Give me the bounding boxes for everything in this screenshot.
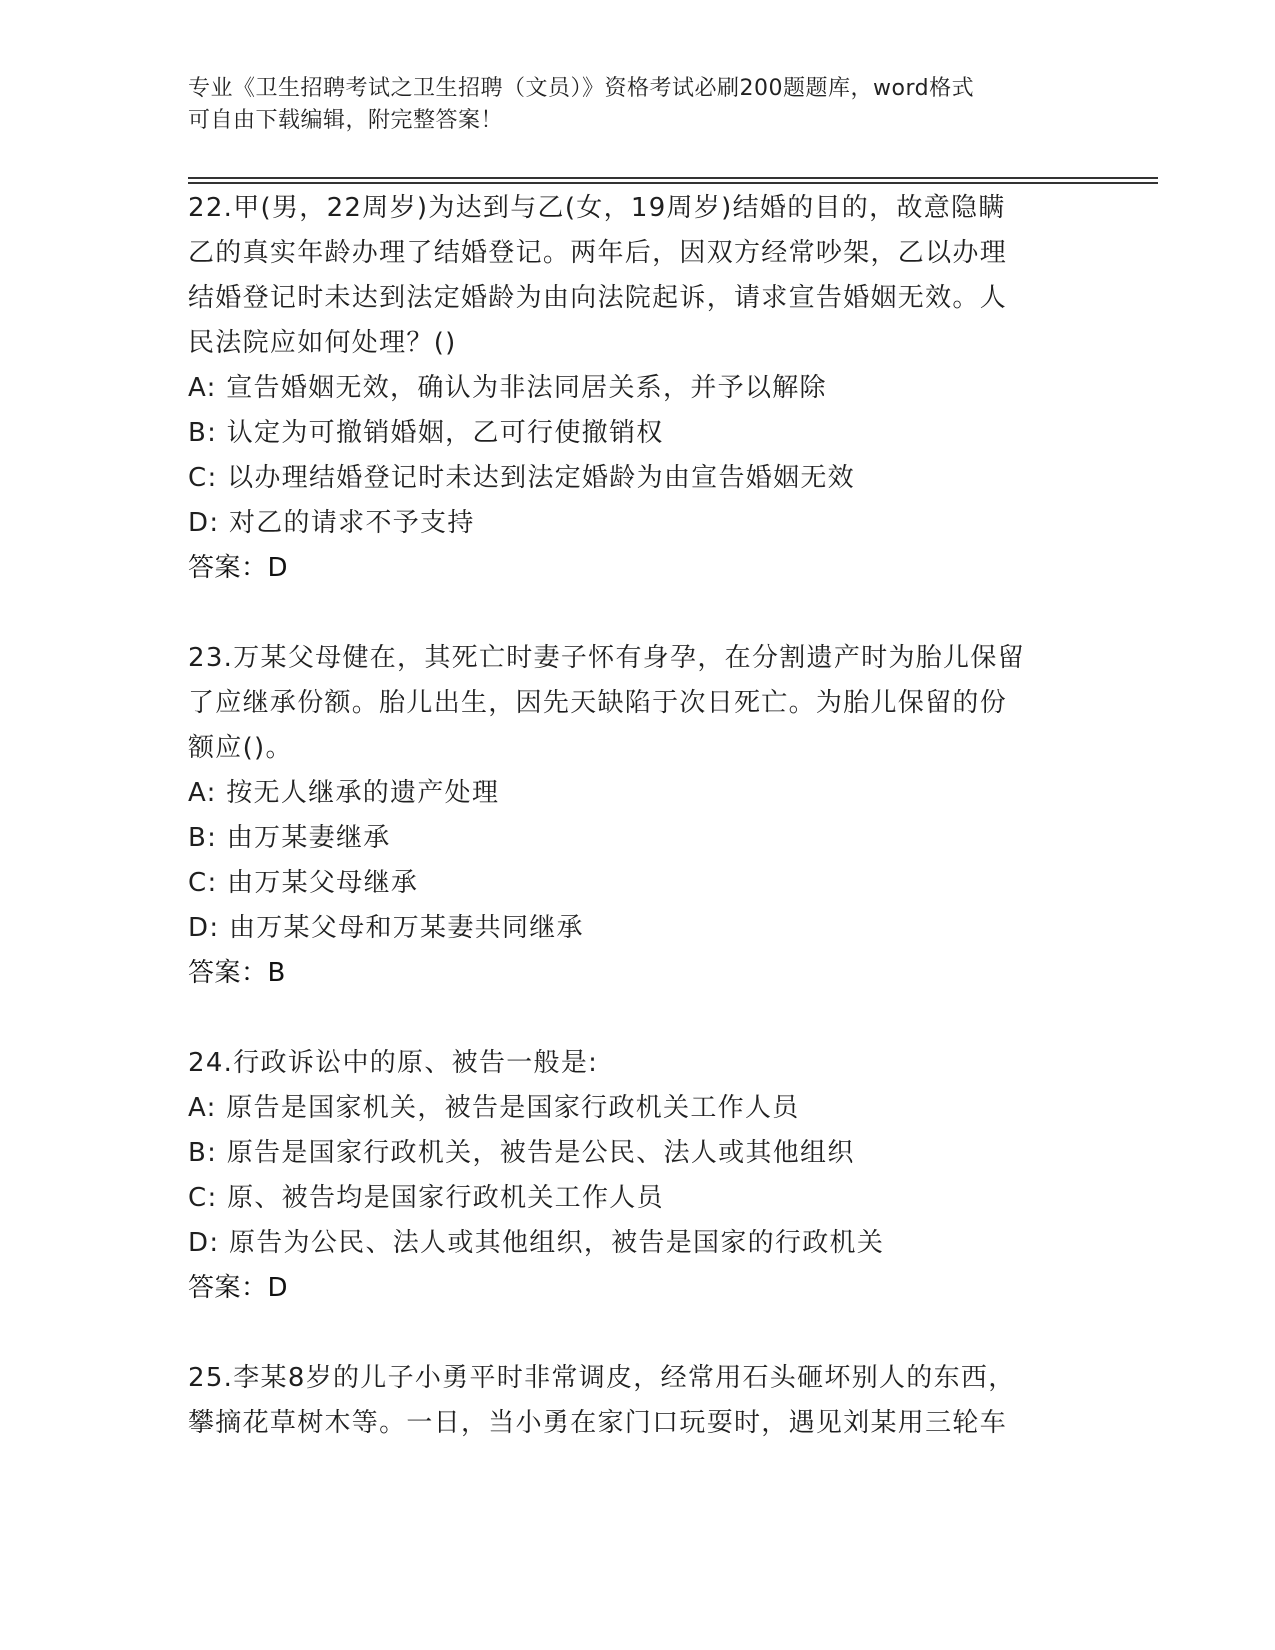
- option-b: B: 原告是国家行政机关，被告是公民、法人或其他组织: [188, 1138, 855, 1168]
- question-text-line: 结婚登记时未达到法定婚龄为由向法院起诉，请求宣告婚姻无效。人: [188, 283, 1008, 313]
- question-spacer: [188, 996, 1088, 1041]
- header-line-2: 可自由下载编辑，附完整答案！: [188, 108, 504, 133]
- question-text-line: 24.行政诉讼中的原、被告一般是:: [188, 1048, 599, 1078]
- question-list: [188, 186, 1088, 1446]
- option-d: D: 由万某父母和万某妻共同继承: [188, 913, 584, 943]
- question-23: [188, 636, 1088, 996]
- question-text-line: 22.甲(男，22周岁)为达到与乙(女，19周岁)结婚的目的，故意隐瞒: [188, 193, 1006, 223]
- option-c: C: 由万某父母继承: [188, 868, 419, 898]
- option-b: B: 认定为可撤销婚姻，乙可行使撤销权: [188, 418, 664, 448]
- option-d: D: 对乙的请求不予支持: [188, 508, 475, 538]
- question-text-line: 攀摘花草树木等。一日，当小勇在家门口玩耍时，遇见刘某用三轮车: [188, 1408, 1008, 1438]
- option-a: A: 宣告婚姻无效，确认为非法同居关系，并予以解除: [188, 373, 827, 403]
- question-text-line: 民法院应如何处理？(): [188, 328, 457, 358]
- question-spacer: [188, 1311, 1088, 1356]
- answer-line: 答案：D: [188, 1273, 289, 1303]
- option-a: A: 原告是国家机关，被告是国家行政机关工作人员: [188, 1093, 800, 1123]
- option-c: C: 原、被告均是国家行政机关工作人员: [188, 1183, 664, 1213]
- option-b: B: 由万某妻继承: [188, 823, 391, 853]
- option-c: C: 以办理结婚登记时未达到法定婚龄为由宣告婚姻无效: [188, 463, 855, 493]
- answer-line: 答案：D: [188, 553, 289, 583]
- question-text-line: 乙的真实年龄办理了结婚登记。两年后，因双方经常吵架，乙以办理: [188, 238, 1008, 268]
- answer-line: 答案：B: [188, 958, 286, 988]
- question-text-line: 25.李某8岁的儿子小勇平时非常调皮，经常用石头砸坏别人的东西，: [188, 1363, 1016, 1393]
- question-25: [188, 1356, 1088, 1446]
- question-text-line: 额应()。: [188, 733, 293, 763]
- header-divider-top: [188, 177, 1158, 179]
- document-header: [188, 73, 1088, 137]
- question-text-line: 23.万某父母健在，其死亡时妻子怀有身孕，在分割遗产时为胎儿保留: [188, 643, 1025, 673]
- header-line-1: 专业《卫生招聘考试之卫生招聘（文员）》资格考试必刷200题题库，word格式: [188, 76, 975, 101]
- question-24: [188, 1041, 1088, 1311]
- question-22: [188, 186, 1088, 591]
- option-d: D: 原告为公民、法人或其他组织，被告是国家的行政机关: [188, 1228, 885, 1258]
- question-text-line: 了应继承份额。胎儿出生，因先天缺陷于次日死亡。为胎儿保留的份: [188, 688, 1008, 718]
- header-divider-bottom: [188, 182, 1158, 184]
- option-a: A: 按无人继承的遗产处理: [188, 778, 500, 808]
- question-spacer: [188, 591, 1088, 636]
